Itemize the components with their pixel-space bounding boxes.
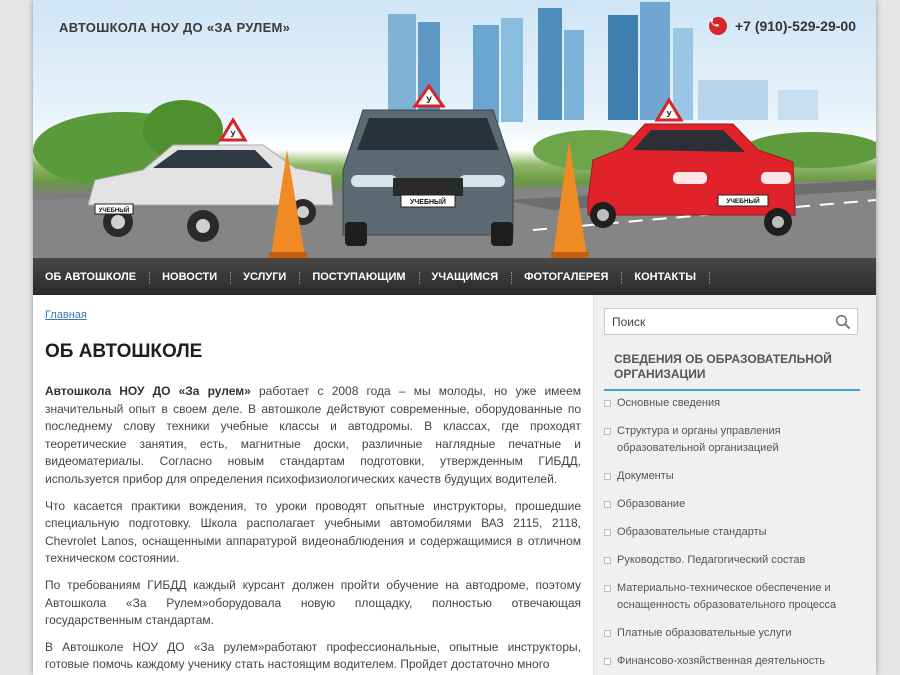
nav-item-gallery[interactable]: ФОТОГАЛЕРЕЯ [512,271,622,283]
page [33,0,876,675]
phone-block [709,17,856,35]
banner-plate-2: УЧЕБНЫЙ [410,199,446,206]
phone-number[interactable]: +7 (910)-529-29-00 [734,18,856,34]
nav-item-news[interactable]: НОВОСТИ [150,271,231,283]
sidebar [593,295,876,675]
sidebar-item-finance[interactable] [604,653,860,670]
nav-item-services[interactable]: УСЛУГИ [231,271,300,283]
sidebar-item-label: Платные образовательные услуги [617,627,792,639]
sidebar-item-basic-info[interactable] [604,395,860,412]
banner-sign-3: У [666,110,672,119]
paragraph-1-bold: Автошкола НОУ ДО «За рулем» [45,384,251,398]
sidebar-item-label: Документы [617,470,674,482]
sidebar-item-label: Руководство. Педагогический состав [617,554,806,566]
banner-illustration [33,0,876,258]
bullet-icon [604,400,611,407]
sidebar-item-label: Финансово-хозяйственная деятельность [617,655,825,667]
bullet-icon [604,473,611,480]
main-nav [33,258,876,295]
bullet-icon [604,529,611,536]
bullet-icon [604,585,611,592]
sidebar-heading-rule [604,389,860,391]
sidebar-item-education[interactable] [604,496,860,513]
paragraph-4: В Автошколе НОУ ДО «За рулем»работают профессиональные, опытные инструкторы, готовые помочь каждому ученику стать настоящим водителем. Пройдет достаточно много [45,639,581,672]
bullet-icon [604,557,611,564]
sidebar-item-standards[interactable] [604,524,860,541]
sidebar-item-label: Материально-техническое обеспечение и оснащенность образовательного процесса [617,582,837,611]
breadcrumb [45,309,581,321]
banner-sign-2: У [426,95,432,105]
sidebar-item-label: Образование [617,498,686,510]
sidebar-menu [604,395,860,670]
sidebar-item-label: Образовательные стандарты [617,526,767,538]
phone-icon [709,17,727,35]
paragraph-1 [45,383,581,489]
banner-plate-1: УЧЕБНЫЙ [98,208,130,214]
page-title: ОБ АВТОШКОЛЕ [45,341,203,362]
nav-item-contacts[interactable]: КОНТАКТЫ [622,271,710,283]
breadcrumb-home-link[interactable]: Главная [45,309,87,321]
search-box [604,308,858,335]
bullet-icon [604,658,611,665]
nav-item-students[interactable]: УЧАЩИМСЯ [420,271,513,283]
header-banner [33,0,876,258]
bullet-icon [604,501,611,508]
sidebar-item-staff[interactable] [604,552,860,569]
sidebar-heading: СВЕДЕНИЯ ОБ ОБРАЗОВАТЕЛЬНОЙ ОРГАНИЗАЦИИ [614,352,832,381]
bullet-icon [604,630,611,637]
grey-car [343,86,513,246]
sidebar-item-structure[interactable] [604,423,860,457]
nav-item-about[interactable]: ОБ АВТОШКОЛЕ [33,271,150,283]
sidebar-item-paid-services[interactable] [604,625,860,642]
banner-plate-3: УЧЕБНЫЙ [726,198,760,205]
paragraph-2: Что касается практики вождения, то уроки проводят опытные инструкторы, прошедшие специальную подготовку. Школа располагает учебными автомобилями ВАЗ 2115, 2118, Chevrolet Lanos, оснащенными аппаратурой видеонаблюдения и содержащимися в отличном техническом состоянии. [45,498,581,566]
paragraph-3: По требованиям ГИБДД каждый курсант должен пройти обучение на автодроме, поэтому Автошкола «За Рулем»оборудовала новую площадку, полностью отвечающая государственным стандартам. [45,577,581,628]
bullet-icon [604,428,611,435]
sidebar-item-label: Структура и органы управления образовательной организацией [617,425,781,454]
search-input[interactable] [605,314,834,330]
sidebar-item-label: Основные сведения [617,397,721,409]
sidebar-item-facilities[interactable] [604,580,860,614]
banner-sign-1: У [230,130,236,139]
main-content [33,295,593,675]
sidebar-item-documents[interactable] [604,468,860,485]
site-title[interactable]: АВТОШКОЛА НОУ ДО «ЗА РУЛЕМ» [59,20,291,35]
paragraph-1-text: работает с 2008 года – мы молоды, но уже имеем значительный опыт в своем деле. В автошколе действуют современные, оборудованные по последнему слову техники учебные классы и автодромы. В классах, где проходят теоретические занятия, есть, магнитные доски, различные наглядные печатные и видеоматериалы. Согласно новым стандартам подготовки, утвержденным ГИБДД, используется прибор для определения психофизиологических качеств будущих водителей. [45,384,581,486]
nav-item-applicants[interactable]: ПОСТУПАЮЩИМ [300,271,419,283]
search-icon[interactable] [835,314,851,330]
